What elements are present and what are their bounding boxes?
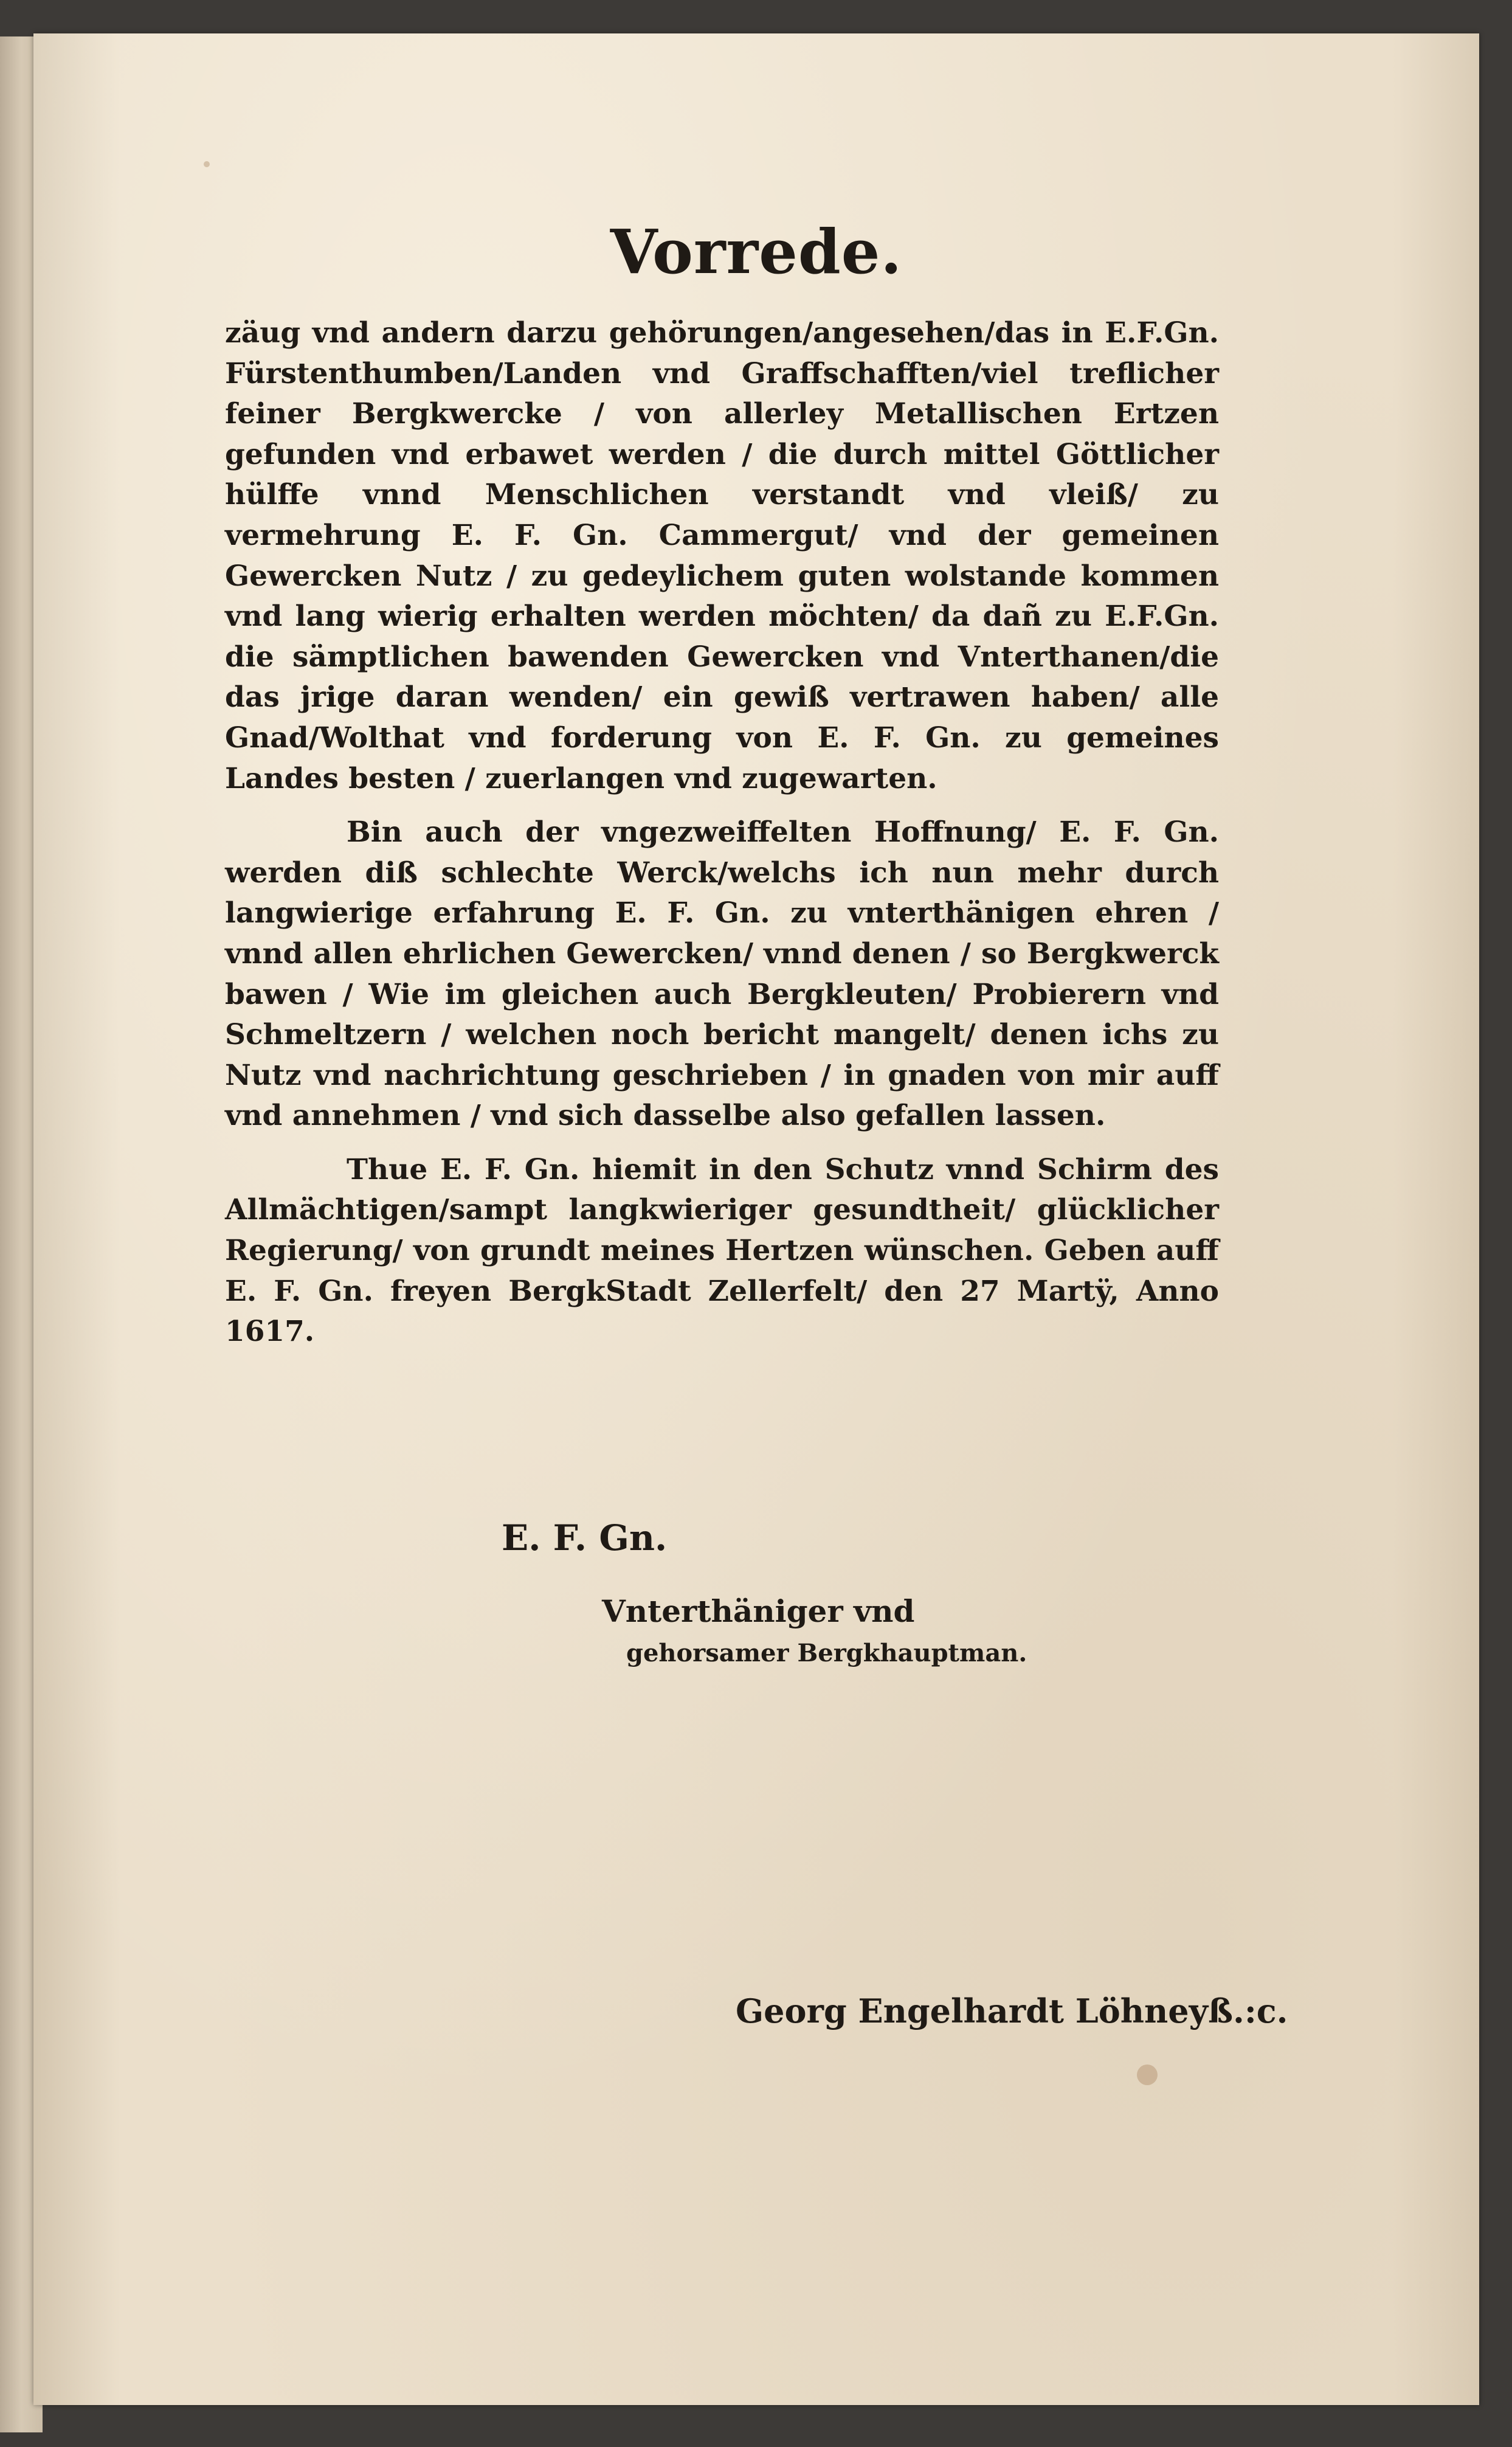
- book-page: [33, 33, 1479, 2405]
- paragraph-1: zäug vnd andern darzu gehörungen/angesehen/das in E.F.Gn. Fürstenthumben/Landen vnd Graffschafften/viel treflicher feiner Bergkwercke / von allerley Metallischen Ertzen gefunden vnd erbawet werden / die durch mittel Göttlicher hülffe vnnd Menschlichen verstandt vnd vleiß/ zu vermehrung E. F. Gn. Cammergut/ vnd der gemeinen Gewercken Nutz / zu gedeylichem guten wolstande kommen vnd lang wierig erhalten werden möchten/ da dañ zu E.F.Gn. die sämptlichen bawenden Gewercken vnd Vnterthanen/die das jrige daran wenden/ ein gewiß vertrawen haben/ alle Gnad/Wolthat vnd forderung von E. F. Gn. zu gemeines Landes besten / zuerlangen vnd zugewarten.: [225, 316, 1219, 795]
- subscription-line-2: gehorsamer Bergkhauptman.: [626, 1639, 1027, 1667]
- page-heading: Vorrede.: [610, 216, 903, 288]
- paragraph-3: Thue E. F. Gn. hiemit in den Schutz vnnd Schirm des Allmächtigen/sampt langkwieriger gesundtheit/ glücklicher Regierung/ von grundt meines Hertzen wünschen. Geben auff E. F. Gn. freyen BergkStadt Zellerfelt/ den 27 Martÿ, Anno 1617.: [225, 1152, 1219, 1349]
- subscription-line-1: Vnterthäniger vnd: [602, 1593, 915, 1629]
- closing-address: E. F. Gn.: [502, 1517, 668, 1559]
- paper-stain: [204, 161, 210, 167]
- paper-stain: [1137, 2065, 1158, 2085]
- author-signature: Georg Engelhardt Löhneyß.:c.: [736, 1992, 1288, 2030]
- body-text: [225, 313, 1219, 1352]
- paragraph-2: Bin auch der vngezweiffelten Hoffnung/ E. F. Gn. werden diß schlechte Werck/welchs ich nun mehr durch langwierige erfahrung E. F. Gn. zu vnterthänigen ehren / vnnd allen ehrlichen Gewercken/ vnnd denen / so Bergkwerck bawen / Wie im gleichen auch Bergkleuten/ Probierern vnd Schmeltzern / welchen noch bericht mangelt/ denen ichs zu Nutz vnd nachrichtung geschrieben / in gnaden von mir auff vnd annehmen / vnd sich dasselbe also gefallen lassen.: [225, 815, 1219, 1133]
